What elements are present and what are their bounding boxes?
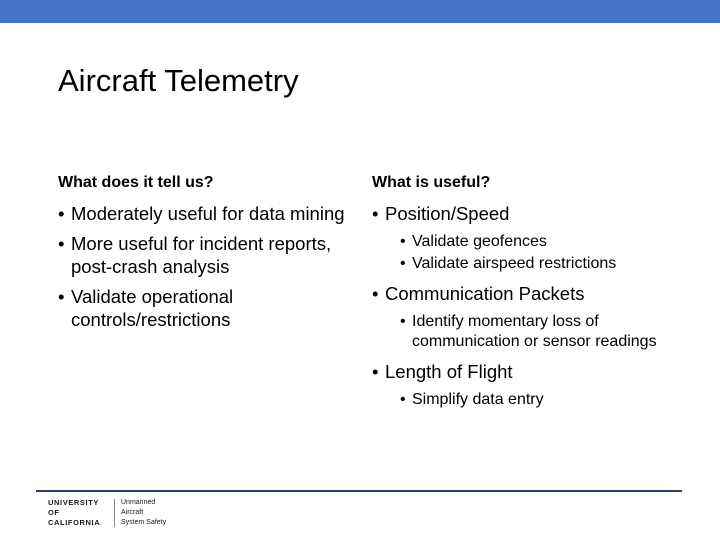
communication-packets-sublist bbox=[372, 312, 672, 351]
left-column bbox=[58, 173, 348, 338]
left-bullet: • Moderately useful for data mining bbox=[58, 202, 348, 225]
logo-line: UNIVERSITY bbox=[48, 498, 100, 507]
logo-separator bbox=[114, 499, 115, 527]
sub-bullet: • Validate geofences bbox=[372, 232, 672, 252]
sub-bullet: • Simplify data entry bbox=[372, 390, 672, 410]
slide-title: Aircraft Telemetry bbox=[58, 63, 299, 98]
right-bullet-list bbox=[372, 202, 672, 410]
sub-bullet: • Validate airspeed restrictions bbox=[372, 254, 672, 274]
right-bullet-length-of-flight: • Length of Flight bbox=[372, 360, 672, 383]
logo-wordmark bbox=[48, 498, 112, 528]
logo-line: CALIFORNIA bbox=[48, 518, 101, 527]
logo-subtitle bbox=[121, 498, 191, 528]
left-bullet: • More useful for incident reports, post-crash analysis bbox=[58, 232, 348, 278]
logo-sub-line: Aircraft bbox=[121, 509, 144, 516]
right-bullet-position-speed: • Position/Speed bbox=[372, 202, 672, 225]
right-bullet-communication-packets: • Communication Packets bbox=[372, 282, 672, 305]
length-of-flight-sublist bbox=[372, 390, 672, 410]
university-logo bbox=[48, 498, 188, 530]
logo-sub-line: System Safety bbox=[121, 519, 167, 526]
left-bullet: • Validate operational controls/restrictions bbox=[58, 285, 348, 331]
logo-line: OF bbox=[48, 508, 60, 517]
sub-bullet: • Identify momentary loss of communication or sensor readings bbox=[372, 312, 672, 351]
logo-sub-line: Unmanned bbox=[121, 499, 156, 506]
right-column-heading: What is useful? bbox=[372, 174, 491, 191]
left-column-heading: What does it tell us? bbox=[58, 174, 214, 191]
left-bullet-list bbox=[58, 202, 348, 331]
right-column bbox=[372, 173, 672, 419]
top-accent-bar bbox=[0, 0, 720, 23]
position-speed-sublist bbox=[372, 232, 672, 273]
footer-divider bbox=[36, 490, 682, 492]
